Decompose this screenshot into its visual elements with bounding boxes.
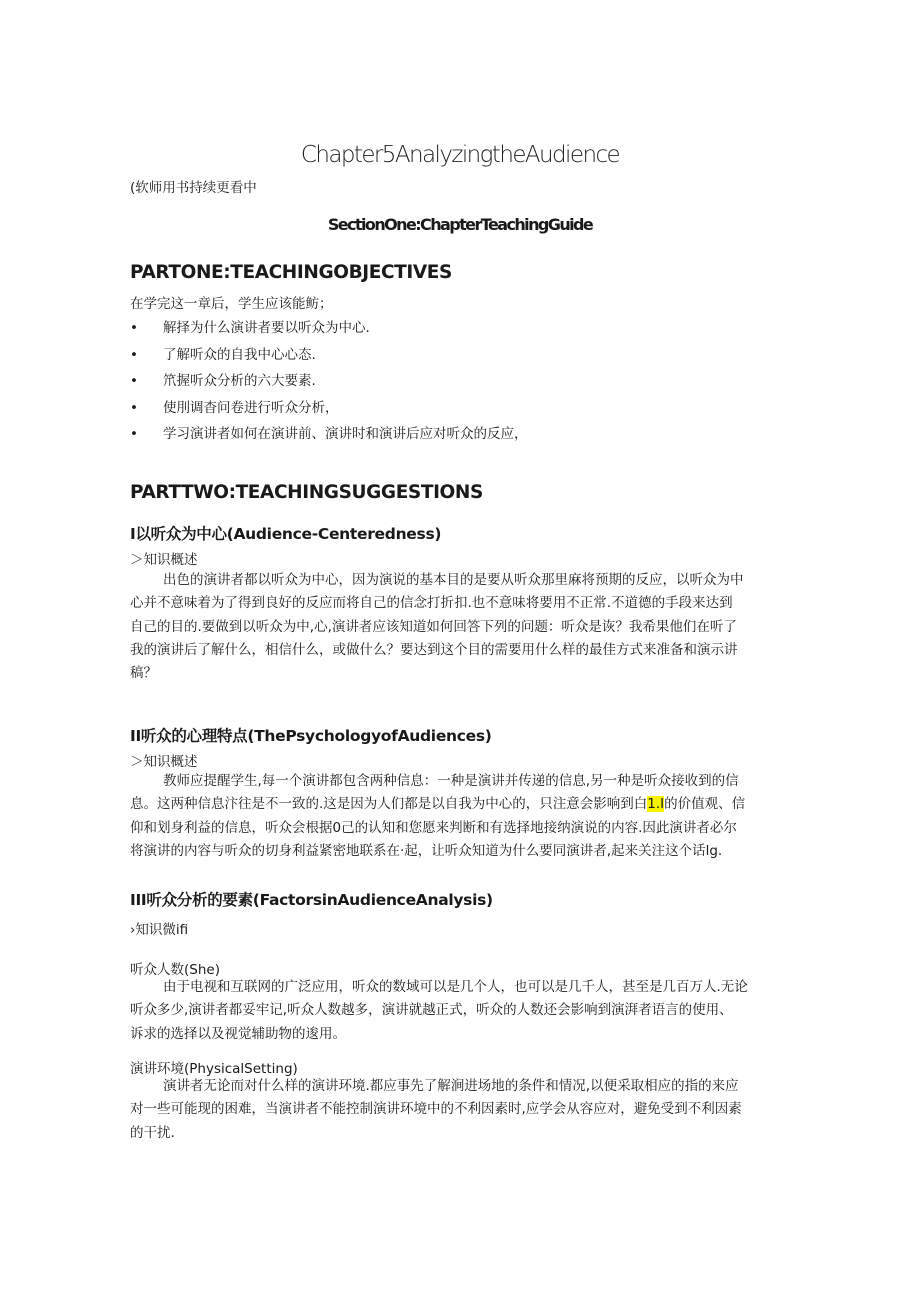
section-2-label: ＞知识概述	[130, 754, 198, 770]
bullet-icon: •	[130, 426, 138, 443]
objectives-list	[130, 315, 528, 448]
part-two-heading: PARTTWO:TEACHINGSUGGESTIONS	[130, 482, 483, 503]
bullet-icon: •	[130, 320, 138, 336]
part-one-intro: 在学完这一章后，学生应该能鲂；	[130, 296, 333, 312]
list-item: • 解择为什么演讲者要以听众为中心.	[130, 315, 528, 342]
list-item: • 笊握听众分析的六大要素.	[130, 368, 528, 395]
section-1-label: ＞知识概述	[130, 552, 198, 568]
subsection-size-title: 听众人数(She)	[130, 962, 220, 978]
section-1-heading: I以听众为中心(Audience-Centeredness)	[130, 525, 442, 543]
subsection-setting-title: 演讲环境(PhysicalSetting)	[130, 1061, 298, 1077]
bullet-icon: •	[130, 346, 138, 363]
subsection-setting-paragraph: 演讲者无论而对什么样的演讲环境.都应事先了解涧进场地的条件和情况,以便采取相应的指的来应 对一些可能现的困难，当演讲者不能控制演讲环境中的不利因素时,应学会从容应对，避免受到不利因素 的干扰.	[130, 1078, 742, 1141]
list-item: • 了解听众的自我中心心态.	[130, 342, 528, 369]
list-item: • 学习演讲者如何在演讲前、演讲时和演讲后应对听众的反应，	[130, 421, 528, 448]
highlight-mark: 1.I	[647, 796, 665, 813]
part-one-heading: PARTONE:TEACHINGOBJECTIVES	[130, 262, 452, 283]
section-title: SectionOne:ChapterTeachingGuide	[327, 215, 593, 234]
section-3-heading: III听众分析的要素(FactorsinAudienceAnalysis)	[130, 891, 493, 909]
section-2-heading: II听众的心理特点(ThePsychologyofAudiences)	[130, 727, 492, 745]
document-title: Chapter5AnalyzingtheAudience	[300, 142, 620, 168]
section-1-paragraph: 出色的演讲者都以听众为中心，因为演说的基本目的是要从听众那里麻将预期的反应，以听众为中 心并不意味着为了得到良好的反应而将自己的信念打折扣.也不意味将要用不正常.不道德的手段来达到 自己的目的.要做到以听众为中,心,演讲者应该知道如何回答下列的问题：听众是诙？我希果他们在听了 我的演讲后了解什么，相信什么，或做什么？要达到这个目的需要用什么样的最佳方式来准备和演示讲 稿？	[130, 572, 744, 682]
document-subtitle: (软师用书持续更看中	[130, 180, 257, 196]
section-2-paragraph: 教师应提醒学生,每一个演讲都包含两种信息：一种是演讲并传递的信息,另一种是听众接收到的信 息。这两种信息汴往是不一致的.这是因为人们都是以自我为中心的，只注意会影响到白1.I的价值观、信 仰和划身利益的信息，听众会根据0己的认知和您愿来判断和有选择地接纳演说的内容.因此演讲者必尔 将演讲的内容与听众的切身利益紧密地联系在·起，让听众知道为什么要同演讲者,起来关注这个话lg.	[130, 773, 746, 859]
subsection-size-paragraph: 由于电视和互联网的广泛应用，听众的数域可以是几个人，也可以是几千人，甚至是几百万人.无论 听众多少,演讲者都妥牢记,听众人数越多，演讲就越正式，听众的人数还会影响到演湃者语言的使用、 诉求的选择以及视觉辅助物的逡用。	[130, 979, 748, 1042]
bullet-icon: •	[130, 399, 138, 416]
section-3-label: ›知识微ifi	[130, 922, 189, 938]
bullet-icon: •	[130, 373, 138, 390]
list-item: • 使刖调杳问卷进行听众分析，	[130, 395, 528, 422]
